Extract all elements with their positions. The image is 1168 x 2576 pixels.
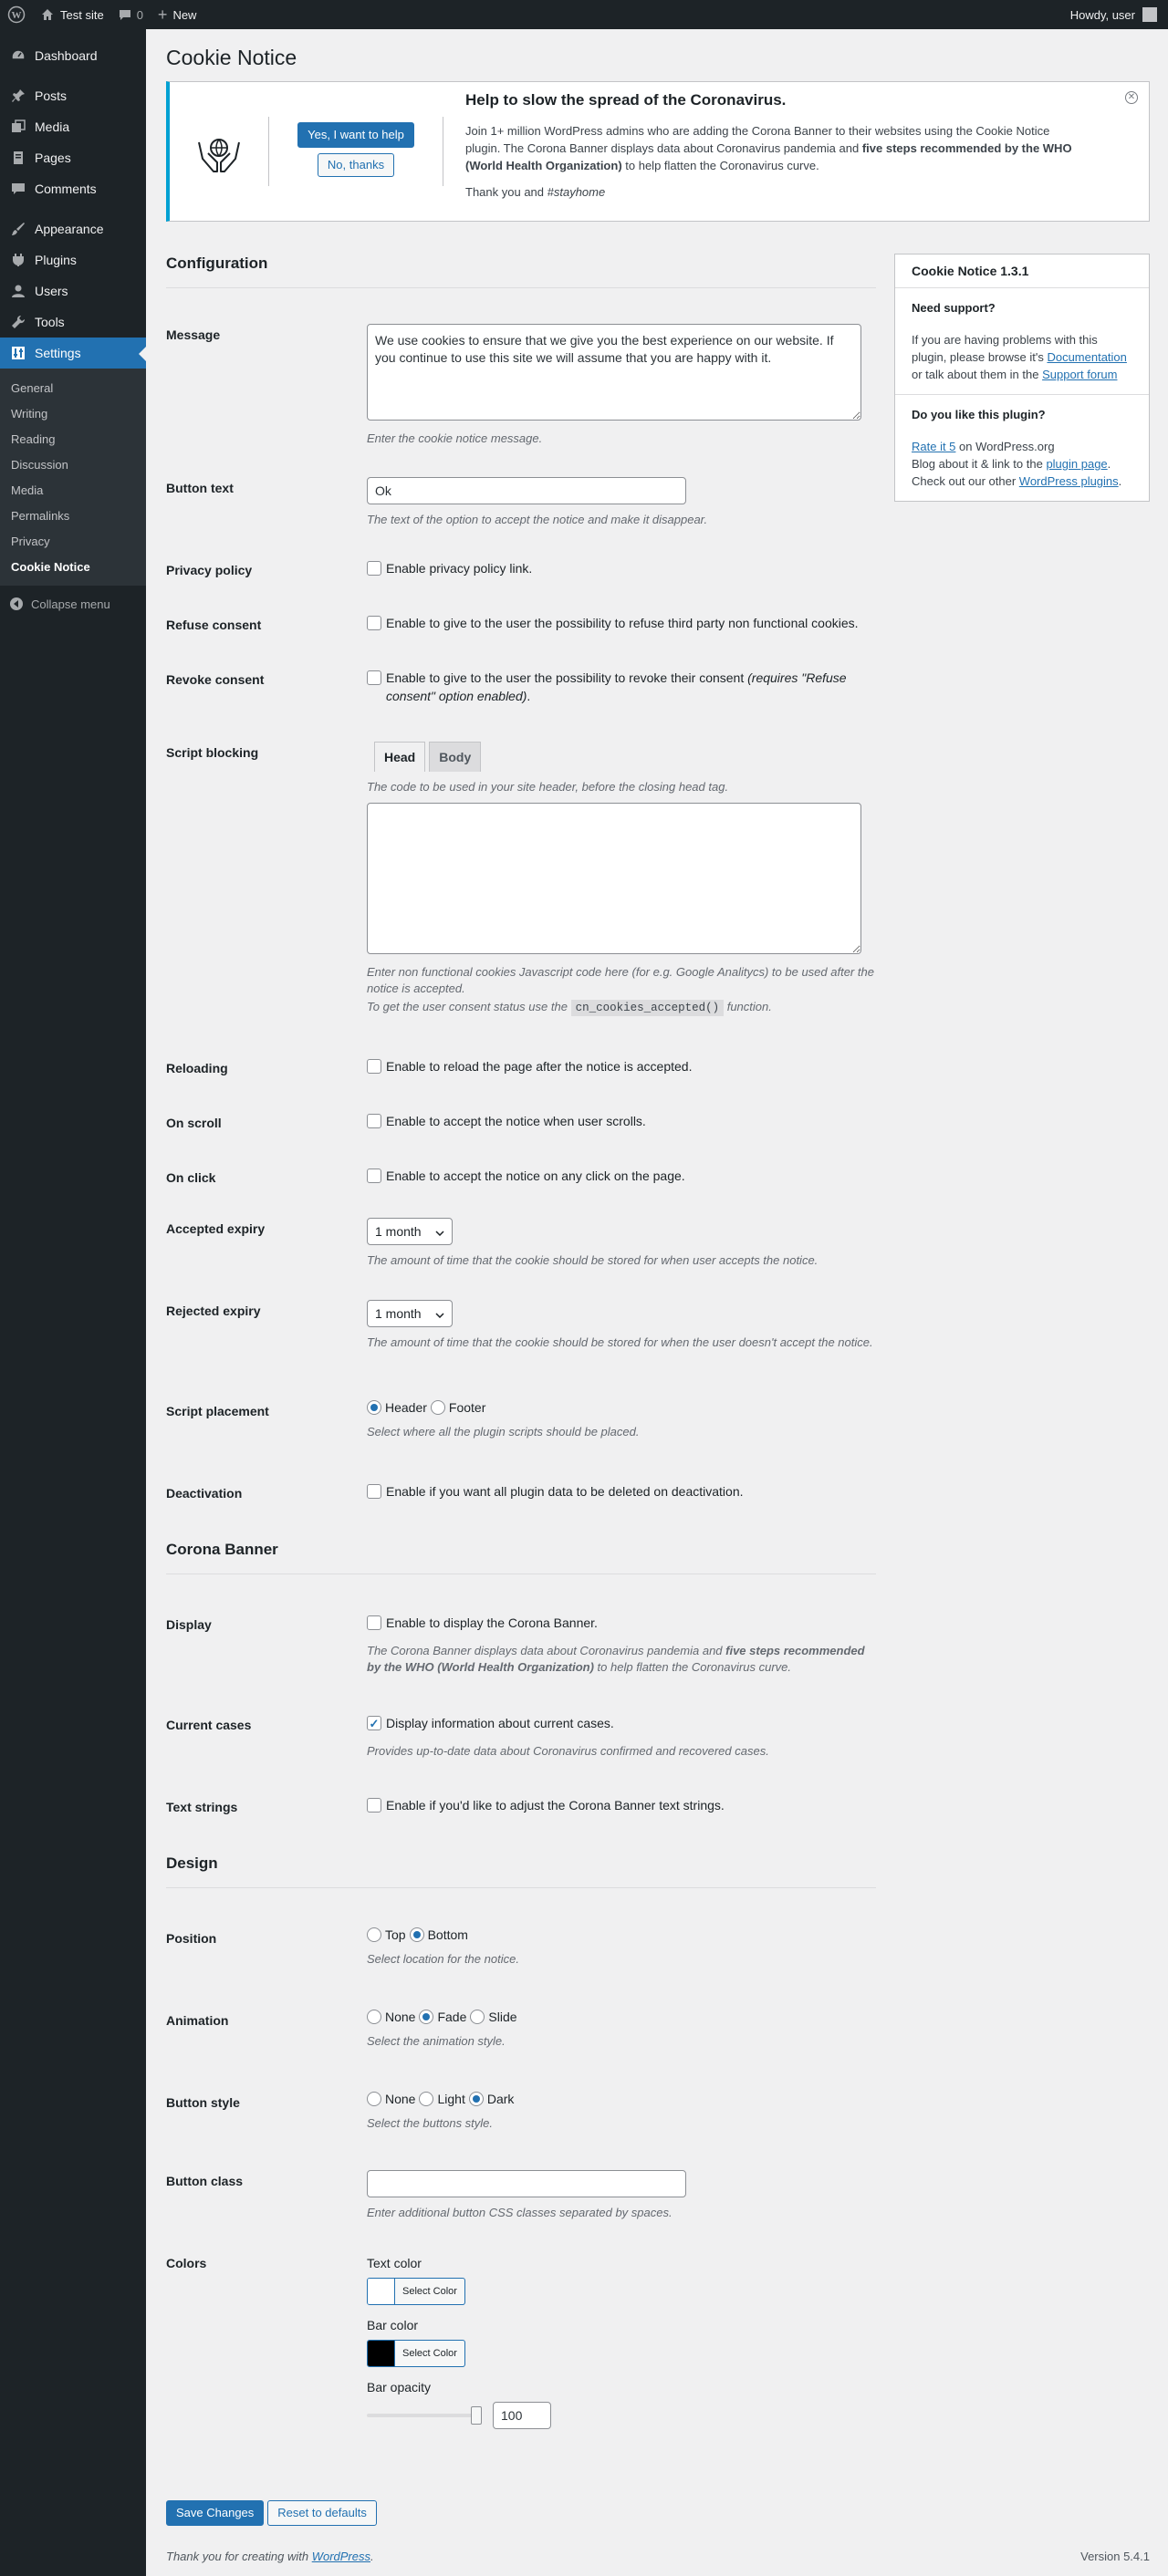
animation-slide-radio[interactable] (470, 2010, 485, 2024)
animation-fade-label: Fade (437, 2010, 467, 2024)
button-text-row (166, 477, 876, 528)
reloading-row (166, 1057, 876, 1075)
colors-row (166, 2252, 876, 2429)
sidebar-label: Media (35, 119, 70, 134)
position-top-radio[interactable] (367, 1927, 381, 1942)
bar-opacity-label: Bar opacity (367, 2380, 432, 2394)
script-placement-label: Script placement (166, 1404, 269, 1418)
position-top-label: Top (385, 1927, 406, 1942)
plugin-version-title: Cookie Notice 1.3.1 (895, 254, 1149, 288)
sidebar-item-dashboard[interactable] (0, 40, 146, 71)
blog-text: Blog about it & link to the plugin page. (912, 457, 1111, 471)
settings-icon (9, 346, 27, 360)
position-bottom-label: Bottom (427, 1927, 468, 1942)
brush-icon (9, 222, 27, 236)
sidebar-label: Appearance (35, 222, 104, 236)
corona-notice (166, 81, 1150, 222)
admin-bar (0, 0, 1168, 29)
settings-submenu (0, 369, 146, 586)
rejected-expiry-value: 1 month (375, 1306, 422, 1321)
howdy-text: Howdy, user (1069, 7, 1135, 22)
script-placement-desc: Select where all the plugin scripts should be placed. (367, 1425, 640, 1439)
current-cases-desc: Provides up-to-date data about Coronavirus confirmed and recovered cases. (367, 1744, 769, 1758)
message-label: Message (166, 327, 221, 342)
tab-body[interactable]: Body (429, 742, 481, 772)
sidebar-label: Dashboard (35, 48, 98, 63)
footer-thanks: Thank you for creating with WordPress. (166, 2550, 374, 2563)
tab-desc: The code to be used in your site header, before the closing head tag. (367, 780, 729, 794)
my-account-menu[interactable] (1070, 7, 1168, 22)
accepted-expiry-label: Accepted expiry (166, 1221, 266, 1236)
bar-color-picker[interactable] (367, 2340, 465, 2367)
sidebar-item-comments[interactable] (0, 173, 146, 204)
support-heading: Need support? (912, 301, 996, 315)
button-style-light-label: Light (437, 2092, 465, 2106)
refuse-consent-row (166, 614, 876, 632)
tab-head[interactable]: Head (374, 742, 425, 772)
text-strings-checkbox[interactable] (367, 1798, 381, 1813)
display-row (166, 1614, 876, 1676)
pin-icon (9, 88, 27, 103)
submenu-cookie-notice[interactable]: Cookie Notice (11, 560, 90, 574)
animation-none-label: None (385, 2010, 416, 2024)
dismiss-notice-button[interactable] (1125, 91, 1138, 104)
display-checkbox-label: Enable to display the Corona Banner. (386, 1615, 598, 1630)
accepted-expiry-desc: The amount of time that the cookie should be stored for when user accepts the notice. (367, 1253, 819, 1267)
on-scroll-row (166, 1112, 876, 1130)
revoke-consent-row (166, 669, 876, 705)
hands-globe-icon (193, 126, 245, 177)
rejected-expiry-desc: The amount of time that the cookie should be stored for when the user doesn't accept the notice. (367, 1335, 873, 1349)
privacy-policy-checkbox[interactable] (367, 561, 381, 576)
deactivation-row (166, 1482, 876, 1501)
position-row (166, 1927, 876, 1968)
placement-footer-label: Footer (448, 1400, 486, 1415)
deactivation-label: Deactivation (166, 1486, 243, 1501)
dashboard-icon (9, 47, 27, 64)
notice-heading: Help to slow the spread of the Coronavirus. (465, 91, 787, 109)
no-thanks-button[interactable]: No, thanks (318, 153, 394, 177)
collapse-arrow-icon (9, 597, 24, 611)
script-blocking-label: Script blocking (166, 745, 259, 760)
opacity-input[interactable] (493, 2402, 551, 2429)
submenu-permalinks[interactable]: Permalinks (11, 509, 70, 523)
reloading-checkbox-label: Enable to reload the page after the notice is accepted. (386, 1059, 693, 1074)
revoke-consent-label: Revoke consent (166, 672, 265, 687)
page-title: Cookie Notice (166, 46, 297, 69)
media-icon (9, 119, 27, 134)
select-color-label: Select Color (402, 2348, 457, 2359)
button-style-none-radio[interactable] (367, 2092, 381, 2106)
sidebar-item-media[interactable] (0, 111, 146, 142)
form-actions (166, 2500, 377, 2526)
sidebar-label: Posts (35, 88, 68, 103)
sidebar-item-posts[interactable] (0, 80, 146, 111)
chevron-down-icon (435, 1224, 444, 1239)
privacy-policy-row (166, 559, 876, 577)
message-desc: Enter the cookie notice message. (367, 431, 543, 445)
button-style-dark-label: Dark (486, 2092, 515, 2106)
text-strings-checkbox-label: Enable if you'd like to adjust the Corona Banner text strings. (386, 1798, 725, 1813)
close-icon: ✕ (1127, 92, 1136, 102)
comment-bubble-icon (119, 8, 131, 21)
position-bottom-radio[interactable] (410, 1927, 424, 1942)
plugin-page-link[interactable]: plugin page (1046, 457, 1108, 471)
revoke-consent-checkbox-label: Enable to give to the user the possibility to revoke their consent (requires "Refuse consent" option enabled). (386, 670, 847, 703)
site-name: Test site (60, 7, 104, 22)
button-class-desc: Enter additional button CSS classes separated by spaces. (367, 2206, 673, 2219)
footer-version: Version 5.4.1 (1080, 2550, 1150, 2563)
notice-thanks: Thank you and #stayhome (465, 185, 606, 199)
collapse-label: Collapse menu (31, 597, 110, 611)
on-scroll-label: On scroll (166, 1116, 222, 1130)
main-content (166, 29, 1150, 2553)
button-style-desc: Select the buttons style. (367, 2116, 494, 2130)
deactivation-checkbox[interactable] (367, 1484, 381, 1499)
page-icon (9, 151, 27, 165)
script-tabs (367, 742, 876, 772)
button-class-label: Button class (166, 2174, 244, 2188)
submenu-writing[interactable]: Writing (11, 407, 48, 421)
support-text: If you are having problems with this plugin, please browse it's Documentation or talk about them in the Support forum (912, 333, 1127, 381)
comment-icon (9, 182, 27, 196)
submenu-privacy[interactable]: Privacy (11, 535, 50, 548)
wrench-icon (9, 315, 27, 329)
on-scroll-checkbox[interactable] (367, 1114, 381, 1128)
animation-desc: Select the animation style. (367, 2034, 506, 2048)
button-class-row (166, 2170, 876, 2221)
text-strings-label: Text strings (166, 1800, 238, 1814)
button-style-light-radio[interactable] (419, 2092, 433, 2106)
like-heading: Do you like this plugin? (912, 408, 1046, 421)
head-script-textarea[interactable] (367, 803, 861, 954)
button-text-input[interactable] (367, 477, 686, 504)
svg-text:W: W (11, 10, 22, 21)
opacity-slider-handle[interactable] (471, 2406, 482, 2425)
script-blocking-row (166, 742, 876, 1016)
position-desc: Select location for the notice. (367, 1952, 519, 1966)
notice-text: Join 1+ million WordPress admins who are adding the Corona Banner to their websites using the Cookie Notice plugin. The Corona Banner displays data about Coronavirus pandemia and five steps recommended by the WHO (World Health Organization) to help flatten the Coronavirus curve. (465, 124, 1072, 172)
rejected-expiry-select[interactable] (367, 1300, 453, 1327)
submenu-reading[interactable]: Reading (11, 432, 56, 446)
on-click-label: On click (166, 1170, 216, 1185)
button-style-label: Button style (166, 2095, 240, 2110)
bar-color-swatch (368, 2341, 395, 2366)
reloading-checkbox[interactable] (367, 1059, 381, 1074)
refuse-consent-checkbox[interactable] (367, 616, 381, 630)
button-style-dark-radio[interactable] (469, 2092, 484, 2106)
sidebar-item-pages[interactable] (0, 142, 146, 173)
admin-sidebar (0, 29, 146, 2576)
accepted-expiry-select[interactable] (367, 1218, 453, 1245)
revoke-consent-checkbox[interactable] (367, 670, 381, 685)
design-heading: Design (166, 1854, 876, 1888)
on-scroll-checkbox-label: Enable to accept the notice when user scrolls. (386, 1114, 646, 1128)
sidebar-label: Plugins (35, 253, 77, 267)
current-cases-label: Current cases (166, 1718, 252, 1732)
text-color-label: Text color (367, 2256, 422, 2270)
hands-globe-logo (170, 82, 268, 221)
settings-form (166, 254, 876, 2553)
function-code: cn_cookies_accepted() (571, 1000, 725, 1016)
message-row (166, 324, 876, 447)
button-text-label: Button text (166, 481, 234, 495)
on-click-checkbox-label: Enable to accept the notice on any click on the page. (386, 1169, 685, 1183)
text-color-swatch (368, 2279, 395, 2304)
users-icon (9, 284, 27, 298)
colors-label: Colors (166, 2256, 207, 2270)
sidebar-item-users[interactable] (0, 275, 146, 306)
display-label: Display (166, 1617, 212, 1632)
select-color-label: Select Color (402, 2286, 457, 2297)
support-forum-link[interactable]: Support forum (1042, 368, 1118, 381)
button-style-none-label: None (385, 2092, 416, 2106)
deactivation-checkbox-label: Enable if you want all plugin data to be deleted on deactivation. (386, 1484, 744, 1499)
chevron-down-icon (435, 1306, 444, 1321)
text-strings-row (166, 1796, 876, 1814)
submenu-general[interactable]: General (11, 381, 54, 395)
privacy-policy-label: Privacy policy (166, 563, 253, 577)
submenu-discussion[interactable]: Discussion (11, 458, 68, 472)
sidebar-item-plugins[interactable] (0, 244, 146, 275)
display-desc: The Corona Banner displays data about Coronavirus pandemia and five steps recommended by the WHO (World Health Organization) to help flatten the Coronavirus curve. (367, 1644, 865, 1674)
message-textarea[interactable] (367, 324, 861, 421)
comments-count: 0 (136, 7, 143, 22)
sidebar-label: Pages (35, 151, 71, 165)
position-label: Position (166, 1931, 217, 1946)
refuse-consent-label: Refuse consent (166, 618, 262, 632)
script-desc-2: To get the user consent status use the cn_cookies_accepted() function. (367, 1000, 772, 1014)
wordpress-logo-menu[interactable] (0, 0, 33, 29)
other-plugins-text: Check out our other WordPress plugins. (912, 474, 1122, 488)
plus-icon: + (157, 5, 168, 24)
support-section (895, 288, 1149, 395)
configuration-heading: Configuration (166, 254, 876, 288)
animation-fade-radio[interactable] (419, 2010, 433, 2024)
plugin-info-box (894, 254, 1150, 502)
sidebar-item-appearance[interactable] (0, 213, 146, 244)
animation-label: Animation (166, 2013, 229, 2028)
wordpress-plugins-link[interactable]: WordPress plugins (1018, 474, 1119, 488)
documentation-link[interactable]: Documentation (1047, 350, 1127, 364)
accepted-expiry-value: 1 month (375, 1224, 422, 1239)
new-label: New (172, 7, 197, 22)
corona-banner-heading: Corona Banner (166, 1541, 876, 1574)
sidebar-label: Settings (35, 346, 81, 360)
user-avatar (1142, 7, 1157, 22)
current-cases-checkbox[interactable] (367, 1716, 381, 1730)
opacity-slider-track[interactable] (367, 2414, 476, 2417)
save-changes-button[interactable]: Save Changes (166, 2500, 264, 2526)
accepted-expiry-row (166, 1218, 876, 1269)
placement-header-label: Header (385, 1400, 427, 1415)
on-click-checkbox[interactable] (367, 1169, 381, 1183)
button-text-desc: The text of the option to accept the notice and make it disappear. (367, 513, 708, 526)
like-section (895, 395, 1149, 501)
current-cases-checkbox-label: Display information about current cases. (386, 1716, 614, 1730)
current-cases-row (166, 1714, 876, 1760)
text-color-picker[interactable] (367, 2278, 465, 2305)
rejected-expiry-label: Rejected expiry (166, 1304, 261, 1318)
privacy-policy-checkbox-label: Enable privacy policy link. (386, 561, 533, 576)
placement-footer-radio[interactable] (431, 1400, 445, 1415)
collapse-menu-button[interactable] (0, 586, 146, 622)
home-icon (40, 7, 55, 22)
button-class-input[interactable] (367, 2170, 686, 2197)
rate-link[interactable]: Rate it 5 (912, 440, 956, 453)
rejected-expiry-row (166, 1300, 876, 1351)
comments-menu[interactable] (111, 0, 151, 29)
reloading-label: Reloading (166, 1061, 228, 1075)
site-name-menu[interactable] (33, 0, 111, 29)
wordpress-link[interactable]: WordPress (311, 2550, 370, 2563)
wordpress-logo-icon (7, 5, 26, 24)
bar-color-label: Bar color (367, 2318, 419, 2332)
refuse-consent-checkbox-label: Enable to give to the user the possibility to refuse third party non functional cookies. (386, 616, 859, 630)
reset-defaults-button[interactable]: Reset to defaults (267, 2500, 377, 2526)
button-style-row (166, 2092, 876, 2132)
sidebar-label: Tools (35, 315, 65, 329)
submenu-media[interactable]: Media (11, 483, 44, 497)
on-click-row (166, 1167, 876, 1185)
rate-text: Rate it 5 on WordPress.org (912, 440, 1055, 453)
sidebar-item-tools[interactable] (0, 306, 146, 338)
script-placement-row (166, 1400, 876, 1440)
admin-footer (166, 2550, 1150, 2563)
plugin-icon (9, 253, 27, 267)
placement-header-radio[interactable] (367, 1400, 381, 1415)
animation-none-radio[interactable] (367, 2010, 381, 2024)
sidebar-label: Users (35, 284, 68, 298)
yes-help-button[interactable]: Yes, I want to help (297, 122, 414, 148)
new-content-menu[interactable] (151, 0, 204, 29)
script-desc-1: Enter non functional cookies Javascript code here (for e.g. Google Analitycs) to be used after the notice is accepted. (367, 965, 874, 995)
sidebar-label: Comments (35, 182, 97, 196)
animation-row (166, 2010, 876, 2050)
display-checkbox[interactable] (367, 1615, 381, 1630)
sidebar-item-settings[interactable] (0, 338, 146, 369)
animation-slide-label: Slide (488, 2010, 517, 2024)
